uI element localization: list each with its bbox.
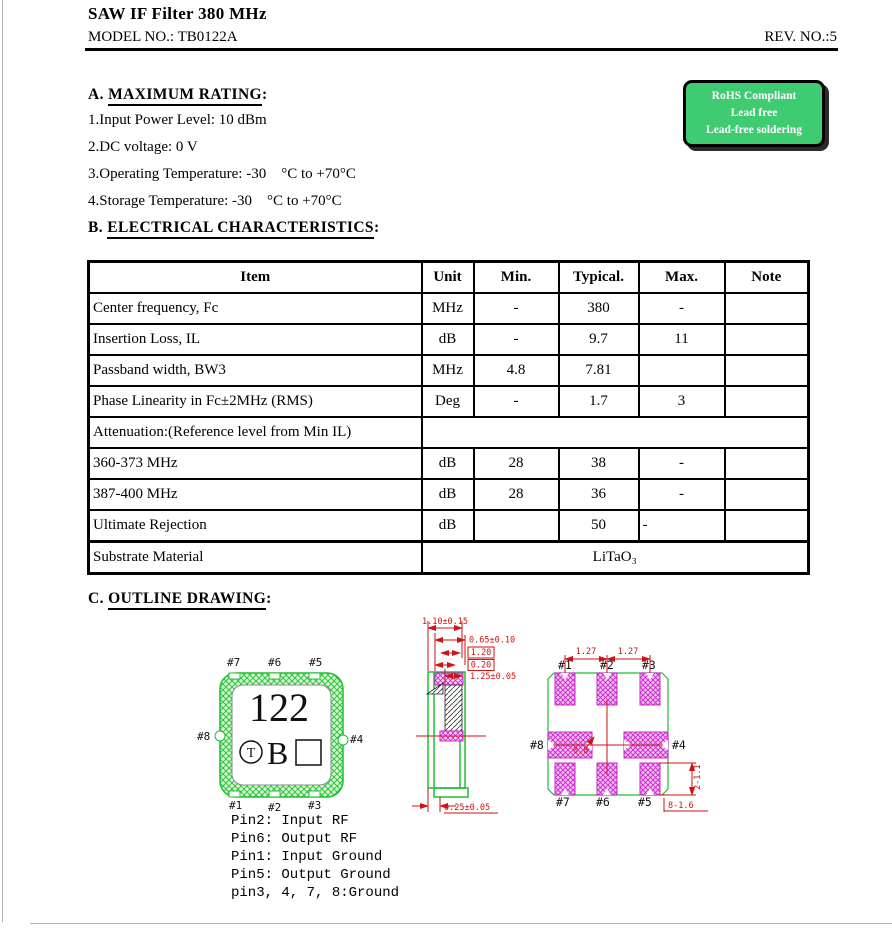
pin-label: #2 — [268, 801, 282, 814]
dim-label: 1.10±0.15 — [421, 617, 469, 627]
castellation — [338, 735, 348, 745]
section-b-prefix: B. — [88, 219, 108, 236]
table-cell: 360-373 MHz — [89, 448, 422, 479]
table-cell: Passband width, BW3 — [89, 355, 422, 386]
rohs-line-1: RoHS Compliant — [711, 90, 797, 102]
table-cell: Ultimate Rejection — [89, 510, 422, 542]
dim-label: 1.20 — [470, 648, 492, 658]
dim-label: 0.65±0.10 — [469, 635, 516, 646]
dim-label: 0.25±0.05 — [444, 803, 491, 813]
electrical-characteristics-table — [87, 260, 810, 575]
dim-label: 0.20 — [470, 660, 492, 671]
table-cell: - — [639, 479, 725, 510]
logo-letter-t: T — [246, 746, 256, 761]
table-cell — [725, 293, 809, 324]
castellation — [309, 791, 320, 797]
col-header-note: Note — [725, 262, 809, 294]
pin-description-line: Pin1: Input Ground — [231, 849, 383, 865]
marking-letter-b: B — [267, 735, 289, 771]
section-b-colon: : — [373, 219, 380, 236]
castellation — [269, 791, 280, 797]
table-cell — [725, 386, 809, 417]
die-section — [445, 685, 462, 733]
dim-label: 1.25±0.05 — [470, 672, 517, 682]
rohs-line-3: Lead-free soldering — [706, 124, 802, 136]
pin-label: #4 — [672, 738, 686, 752]
page-title: SAW IF Filter 380 MHz — [88, 4, 267, 23]
pin-label: #1 — [229, 799, 243, 812]
table-row — [89, 448, 809, 479]
table-cell: 4.8 — [474, 355, 559, 386]
table-cell: - — [639, 448, 725, 479]
table-cell: 38 — [559, 448, 639, 479]
rating-item-4: 4.Storage Temperature: -30 °C to +70°C — [88, 193, 342, 209]
pin-label: #5 — [638, 795, 652, 809]
table-cell: 28 — [474, 479, 559, 510]
table-cell: dB — [422, 448, 474, 479]
table-cell-merged — [422, 417, 809, 448]
model-number: MODEL NO.: TB0122A — [88, 29, 238, 45]
table-row — [89, 479, 809, 510]
table-cell: dB — [422, 324, 474, 355]
table-row-attenuation — [89, 417, 809, 448]
table-cell: Substrate Material — [89, 542, 422, 574]
pin-description-block — [231, 812, 399, 902]
table-cell — [639, 355, 725, 386]
page-left-edge-line — [2, 0, 3, 922]
col-header-unit: Unit — [422, 262, 474, 294]
package-bottom-view-drawing — [528, 640, 723, 830]
table-cell: 36 — [559, 479, 639, 510]
table-row-substrate — [89, 542, 809, 574]
section-c-colon: : — [266, 590, 272, 607]
table-cell: Phase Linearity in Fc±2MHz (RMS) — [89, 386, 422, 417]
pin-label: #2 — [600, 658, 614, 672]
section-b-title: ELECTRICAL CHARACTERISTICS — [107, 219, 374, 239]
pin-label: #1 — [558, 658, 572, 672]
pin-label: #6 — [268, 656, 282, 669]
table-row — [89, 386, 809, 417]
table-cell — [725, 510, 809, 542]
revision-number: REV. NO.:5 — [764, 29, 837, 45]
pin-label: #5 — [309, 656, 323, 669]
table-cell: Insertion Loss, IL — [89, 324, 422, 355]
device-marking: 122 — [249, 685, 309, 730]
table-header-row — [89, 262, 809, 294]
table-cell: 3 — [639, 386, 725, 417]
pin-label: #4 — [350, 733, 364, 746]
rohs-badge — [683, 80, 825, 147]
header-rule — [85, 48, 838, 51]
table-cell: 9.7 — [559, 324, 639, 355]
dim-label: 1.27 — [575, 647, 597, 657]
table-row — [89, 293, 809, 324]
dim-label: 8-1.6 — [668, 801, 694, 811]
section-b-heading — [88, 219, 380, 237]
col-header-min: Min. — [474, 262, 559, 294]
package-base-profile — [434, 788, 468, 797]
table-cell — [725, 479, 809, 510]
table-cell: - — [474, 324, 559, 355]
lid-section — [435, 673, 463, 685]
table-row — [89, 324, 809, 355]
section-c-prefix: C. — [88, 590, 109, 607]
pin-label: #8 — [530, 738, 544, 752]
pin-label: #3 — [642, 658, 656, 672]
pin-label: #7 — [227, 656, 241, 669]
table-cell: 387-400 MHz — [89, 479, 422, 510]
table-cell: 28 — [474, 448, 559, 479]
pin-description-line: pin3, 4, 7, 8:Ground — [231, 885, 400, 901]
pin-label: #8 — [197, 730, 211, 743]
table-cell: 50 — [559, 510, 639, 542]
package-side-view-drawing — [398, 613, 543, 823]
table-cell: - — [474, 386, 559, 417]
castellation — [215, 731, 225, 741]
col-header-item: Item — [89, 262, 422, 294]
table-cell: 7.81 — [559, 355, 639, 386]
table-cell: Center frequency, Fc — [89, 293, 422, 324]
rating-item-2: 2.DC voltage: 0 V — [88, 139, 198, 155]
table-cell — [725, 448, 809, 479]
section-c-title: OUTLINE DRAWING — [108, 590, 266, 610]
rohs-line-2: Lead free — [730, 107, 778, 119]
col-header-max: Max. — [639, 262, 725, 294]
castellation — [229, 673, 240, 679]
rating-item-3: 3.Operating Temperature: -30 °C to +70°C — [88, 166, 356, 182]
section-a-colon: : — [262, 86, 268, 103]
table-row — [89, 355, 809, 386]
table-cell: 380 — [559, 293, 639, 324]
page-bottom-edge-line — [30, 923, 892, 924]
table-cell — [725, 355, 809, 386]
package-top-view-drawing — [193, 648, 378, 821]
pin-description-line: Pin2: Input RF — [231, 813, 349, 829]
pin-label: #3 — [308, 799, 322, 812]
castellation — [229, 791, 240, 797]
table-cell: - — [639, 293, 725, 324]
table-cell: - — [474, 293, 559, 324]
section-a-heading — [88, 86, 268, 104]
table-cell: 11 — [639, 324, 725, 355]
table-cell: dB — [422, 479, 474, 510]
dim-label: 2-1.1 — [693, 764, 703, 790]
col-header-typical: Typical. — [559, 262, 639, 294]
table-cell: 1.7 — [559, 386, 639, 417]
dim-label: 1.27 — [617, 647, 639, 657]
rating-item-1: 1.Input Power Level: 10 dBm — [88, 112, 267, 128]
section-a-prefix: A. — [88, 86, 109, 103]
table-cell: Attenuation:(Reference level from Min IL) — [89, 417, 422, 448]
table-row — [89, 510, 809, 542]
dim-label: 0.8 — [573, 746, 589, 756]
table-cell-substrate-value: LiTaO₃ — [422, 542, 809, 574]
table-cell: MHz — [422, 293, 474, 324]
table-cell: Deg — [422, 386, 474, 417]
table-cell: MHz — [422, 355, 474, 386]
table-cell — [725, 324, 809, 355]
pin-label: #6 — [596, 795, 610, 809]
pin-description-line: Pin5: Output Ground — [231, 867, 391, 883]
castellation — [309, 673, 320, 679]
pin-label: #7 — [556, 795, 570, 809]
table-cell: dB — [422, 510, 474, 542]
table-cell — [474, 510, 559, 542]
section-c-heading — [88, 590, 272, 608]
pin-description-line: Pin6: Output RF — [231, 831, 358, 847]
castellation — [269, 673, 280, 679]
section-a-title: MAXIMUM RATING — [108, 86, 262, 106]
table-cell: - — [639, 510, 725, 542]
